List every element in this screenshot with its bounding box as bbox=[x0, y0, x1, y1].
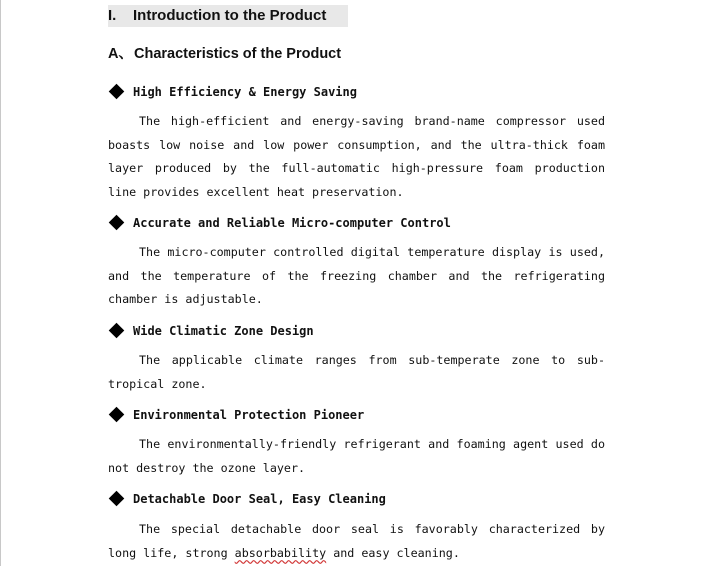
section-heading bbox=[108, 5, 348, 27]
feature-heading bbox=[109, 214, 451, 232]
feature-title: Environmental Protection Pioneer bbox=[133, 408, 365, 422]
spellcheck-flagged-word[interactable]: absorbability bbox=[234, 545, 327, 560]
feature-paragraph: The applicable climate ranges from sub-temperate zone to sub-tropical zone. bbox=[108, 353, 605, 391]
feature-title: High Efficiency & Energy Saving bbox=[133, 85, 357, 99]
section-number: I. bbox=[108, 7, 117, 24]
subsection-heading bbox=[108, 44, 341, 64]
feature-paragraph: The environmentally-friendly refrigerant and foaming agent used do not destroy the ozone layer. bbox=[108, 437, 605, 475]
section-title: Introduction to the Product bbox=[133, 7, 327, 24]
diamond-bullet-icon bbox=[109, 84, 125, 100]
diamond-bullet-icon bbox=[109, 215, 125, 231]
paragraph-text: The special detachable door seal is favorably characterized by long life, strong bbox=[108, 522, 605, 560]
diamond-bullet-icon bbox=[109, 491, 125, 507]
subsection-title: Characteristics of the Product bbox=[134, 46, 342, 62]
feature-paragraph: The high-efficient and energy-saving brand-name compressor used boasts low noise and low power consumption, and the ultra-thick foam layer produced by the full-automatic high-pressure foam production line provides excellent heat preservation. bbox=[108, 114, 605, 199]
feature-title: Accurate and Reliable Micro-computer Control bbox=[133, 216, 451, 230]
feature-heading bbox=[109, 322, 314, 340]
feature-title: Detachable Door Seal, Easy Cleaning bbox=[133, 492, 386, 506]
feature-title: Wide Climatic Zone Design bbox=[133, 324, 314, 338]
diamond-bullet-icon bbox=[109, 323, 125, 339]
diamond-bullet-icon bbox=[109, 407, 125, 423]
feature-heading bbox=[109, 490, 386, 508]
feature-paragraph bbox=[108, 518, 605, 565]
page-left-edge bbox=[0, 0, 1, 566]
feature-paragraph: The micro-computer controlled digital temperature display is used, and the temperature of the freezing chamber and the refrigerating chamber is adjustable. bbox=[108, 245, 605, 306]
feature-heading bbox=[109, 406, 364, 424]
subsection-number: A、 bbox=[108, 46, 133, 62]
paragraph-text: and easy cleaning. bbox=[326, 545, 460, 560]
feature-heading bbox=[109, 83, 357, 101]
